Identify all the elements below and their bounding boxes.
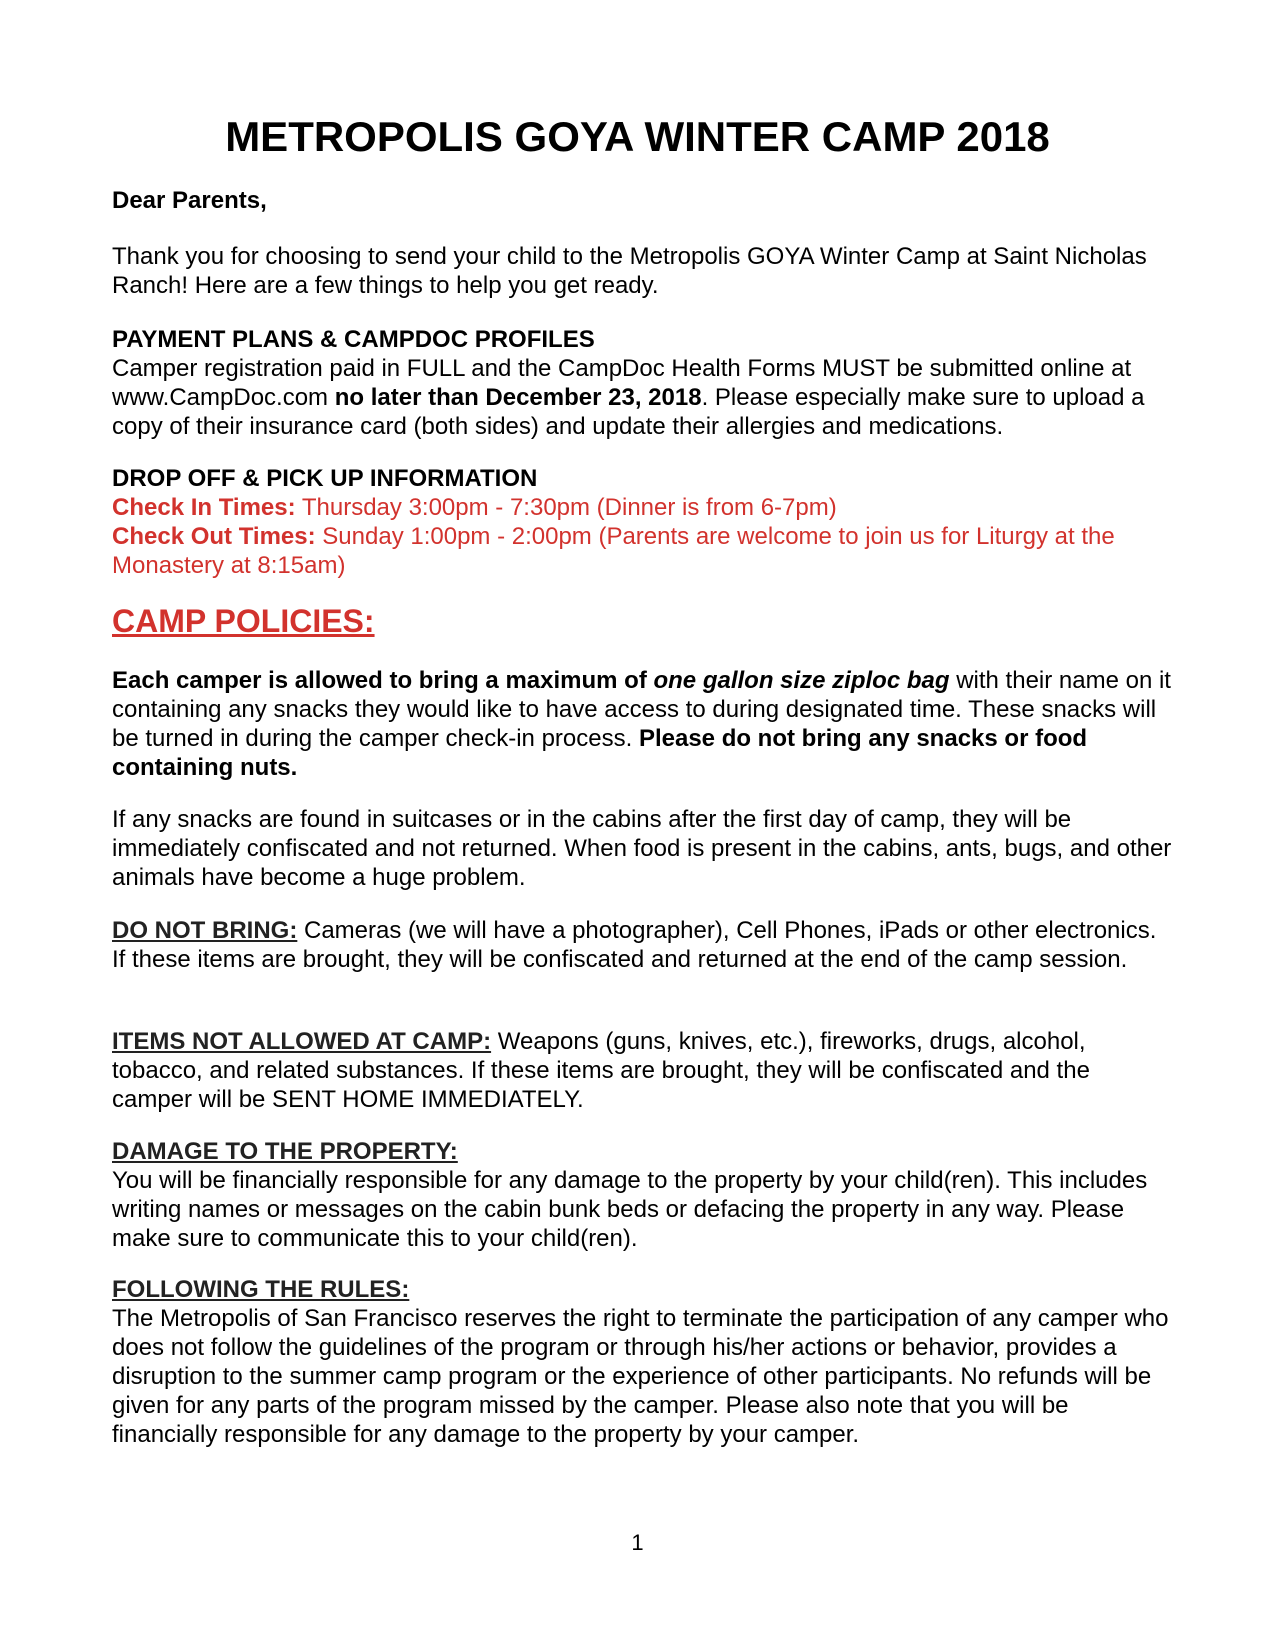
checkout-label: Check Out Times:: [112, 523, 316, 550]
do-not-bring-paragraph: [112, 916, 1172, 974]
rules-section: [112, 1275, 1172, 1449]
checkin-label: Check In Times:: [112, 494, 296, 521]
damage-section: [112, 1137, 1172, 1253]
page-number: 1: [631, 1530, 644, 1555]
camp-policies-heading: CAMP POLICIES:: [112, 603, 375, 639]
payment-text-1: Camper registration paid in FULL and the CampDoc Health Forms MUST be submitted online at www.CampDoc.com: [112, 355, 1132, 411]
payment-heading: PAYMENT PLANS & CAMPDOC PROFILES: [112, 326, 595, 353]
not-allowed-paragraph: [112, 1027, 1172, 1114]
salutation: Dear Parents,: [112, 187, 267, 214]
damage-label: DAMAGE TO THE PROPERTY:: [112, 1138, 458, 1165]
checkin-text: Thursday 3:00pm - 7:30pm (Dinner is from 6-7pm): [295, 494, 837, 521]
payment-deadline: no later than December 23, 2018: [334, 384, 702, 411]
checkout-text: Sunday 1:00pm - 2:00pm (Parents are welcome to join us for Liturgy at the Monastery at 8:15am): [112, 523, 1115, 579]
payment-paragraph: [112, 354, 1172, 441]
snacks-no-nuts: Please do not bring any snacks or food containing nuts.: [112, 725, 1088, 781]
snacks-paragraph: [112, 666, 1172, 782]
rules-label: FOLLOWING THE RULES:: [112, 1276, 410, 1303]
damage-text: You will be financially responsible for any damage to the property by your child(ren). This includes writing names or messages on the cabin bunk beds or defacing the property in any way. Please make sure to communicate this to your child(ren).: [112, 1167, 1148, 1252]
payment-text-2: . Please especially make sure to upload a copy of their insurance card (both sides) and update their allergies and medications.: [112, 384, 1145, 440]
intro-paragraph: Thank you for choosing to send your child to the Metropolis GOYA Winter Camp at Saint Nicholas Ranch! Here are a few things to help you get ready.: [112, 243, 1147, 299]
checkout-line: [112, 522, 1172, 580]
snacks-text: with their name on it containing any snacks they would like to have access to during designated time. These snacks will be turned in during the camper check-in process.: [112, 667, 1171, 752]
dropoff-heading: DROP OFF & PICK UP INFORMATION: [112, 465, 538, 492]
confiscate-paragraph: If any snacks are found in suitcases or in the cabins after the first day of camp, they will be immediately confiscated and not returned. When food is present in the cabins, ants, bugs, and other animals have become a huge problem.: [112, 806, 1172, 891]
payment-section: [112, 325, 1172, 441]
document-title: METROPOLIS GOYA WINTER CAMP 2018: [225, 113, 1050, 160]
not-allowed-label: ITEMS NOT ALLOWED AT CAMP:: [112, 1028, 492, 1055]
snacks-bag: one gallon size ziploc bag: [653, 667, 950, 694]
rules-text: The Metropolis of San Francisco reserves the right to terminate the participation of any camper who does not follow the guidelines of the program or through his/her actions or behavior, provides a disruption to the summer camp program or the experience of other participants. No refunds will be given for any parts of the program missed by the camper. Please also note that you will be financially responsible for any damage to the property by your camper.: [112, 1305, 1169, 1448]
do-not-bring-text: Cameras (we will have a photographer), Cell Phones, iPads or other electronics. If these items are brought, they will be confiscated and returned at the end of the camp session.: [112, 917, 1157, 973]
checkin-line: [112, 493, 1172, 522]
snacks-bold-1: Each camper is allowed to bring a maximum of: [112, 667, 654, 694]
not-allowed-text: Weapons (guns, knives, etc.), fireworks, drugs, alcohol, tobacco, and related substances. If these items are brought, they will be confiscated and the camper will be SENT HOME IMMEDIATELY.: [112, 1028, 1090, 1113]
dropoff-section: [112, 464, 1172, 580]
do-not-bring-label: DO NOT BRING:: [112, 917, 298, 944]
